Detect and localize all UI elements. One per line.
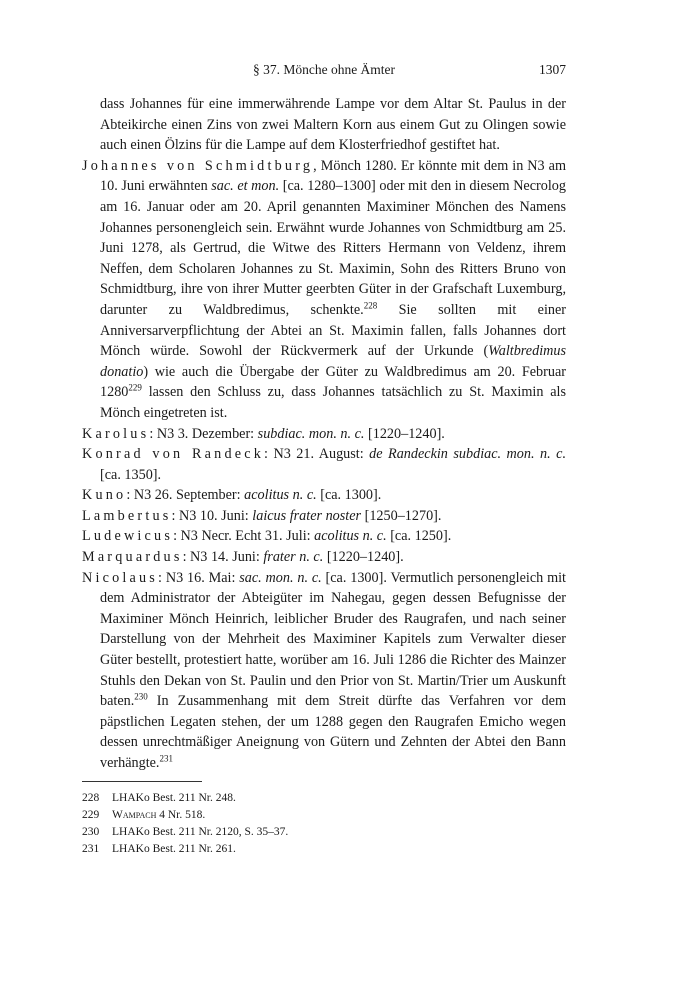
entry-name: Kuno (82, 487, 127, 504)
running-title: § 37. Mönche ohne Ämter (252, 62, 396, 77)
entry-marquardus: Marquardus: N3 14. Juni: frater n. c. [1220–1240]. (82, 549, 404, 566)
footnote-ref[interactable]: 228 (363, 300, 378, 311)
entry-name: Johannes von Schmidtburg (82, 157, 314, 174)
main-text (82, 94, 566, 774)
footnote-number: 230 (82, 826, 100, 838)
footnote-divider (82, 781, 202, 782)
entry-name: Nicolaus (82, 569, 159, 586)
page-number: 1307 (539, 62, 566, 77)
footnote: 228 LHAKo Best. 211 Nr. 248. (82, 790, 566, 807)
entry-name: Marquardus (82, 549, 183, 566)
entry-konrad: Konrad von Randeck: N3 21. August: de Randeckin subdiac. mon. n. c. [ca. 1350]. (82, 446, 566, 483)
entry-johannes: Johannes von Schmidtburg, Mönch 1280. Er könnte mit dem in N3 am 10. Juni erwähnten sac. et mon. [ca. 1280–1300] oder mit den in diesem Necrolog am 16. Januar oder am 20. April genannten Maximiner Mönchen des Namens Johannes personengleich sein. Erwähnt wurde Johannes von Schmidtburg am 25. Juni 1278, als Gertrud, die Witwe des Ritters Hermann von Veldenz, ihrem Neffen, dem Scholaren Johannes zu St. Maximin, Sohn des Ritters Bruno von Schmidtburg, ihre von ihrer Mutter geerbten Güter in der Grafschaft Luxemburg, darunter zu Waldbredimus, schenkte.$^{228}$ Sie sollten mit einer Anniversarverpflichtung der Abtei an St. Maximin fallen, falls Johannes dort Mönch würde. Sowohl der Rückvermerk auf der Urkunde (Waltbredimus donatio) wie auch die Übergabe der Güter zu Waldbredimus am 20. Februar 1280$^{229}$ lassen den Schluss zu, dass Johannes tatsächlich zu St. Maximin als Mönch eingetreten ist. (82, 157, 566, 421)
entry-name: Konrad von Randeck (82, 446, 265, 463)
entry-name: Karolus (82, 425, 150, 442)
footnote-ref[interactable]: 229 (128, 382, 142, 393)
footnote-number: 228 (82, 792, 100, 804)
running-header (82, 62, 566, 82)
entry-kuno: Kuno: N3 26. September: acolitus n. c. [ca. 1300]. (82, 487, 382, 504)
footnote-ref[interactable]: 230 (134, 691, 148, 702)
footnotes (82, 790, 566, 858)
continuation-paragraph: dass Johannes für eine immerwährende Lampe vor dem Altar St. Paulus in der Abteikirche einen Zins von zwei Maltern Korn aus einem Gut zu Olingen sowie auch einen Ölzins für die Lampe auf dem Klosterfriedhof gestiftet hat. (100, 96, 566, 154)
footnote: 230 LHAKo Best. 211 Nr. 2120, S. 35–37. (82, 824, 566, 841)
entry-name: Ludewicus (82, 528, 174, 545)
author-smallcaps: Wampach (112, 809, 157, 821)
footnote: 229 Wampach 4 Nr. 518. (82, 807, 566, 824)
entry-karolus: Karolus: N3 3. Dezember: subdiac. mon. n. c. [1220–1240]. (82, 425, 445, 442)
entry-lambertus: Lambertus: N3 10. Juni: laicus frater noster [1250–1270]. (82, 507, 442, 524)
entry-nicolaus: Nicolaus: N3 16. Mai: sac. mon. n. c. [ca. 1300]. Vermutlich personengleich mit dem Administrator der Abteigüter im Nahegau, gegen dessen Befugnisse der Maximiner Mönch Heinrich, leiblicher Bruder des Raugrafen, und nach seiner Darstellung von der Mehrheit des Maximiner Kapitels zum Verwalter dieser Güter bestellt, protestiert hatte, worüber am 16. Juli 1286 die Richter des Mainzer Stuhls den Dekan von St. Paulin und den Prior von St. Martin/Trier um Auskunft baten.$^{230}$ In Zusammenhang mit dem Streit dürfte das Verfahren vor dem päpstlichen Legaten stehen, der um 1288 gegen den Raugrafen Emicho wegen dessen unrechtmäßiger Aneignung von Gütern und Zehnten der Abtei den Bann verhängte.$^{231}$ (82, 569, 566, 771)
entry-ludewicus: Ludewicus: N3 Necr. Echt 31. Juli: acolitus n. c. [ca. 1250]. (82, 528, 452, 545)
footnote-number: 231 (82, 843, 100, 855)
footnote: 231 LHAKo Best. 211 Nr. 261. (82, 841, 566, 858)
footnote-ref[interactable]: 231 (159, 753, 173, 764)
entry-name: Lambertus (82, 507, 172, 524)
footnote-number: 229 (82, 809, 100, 821)
